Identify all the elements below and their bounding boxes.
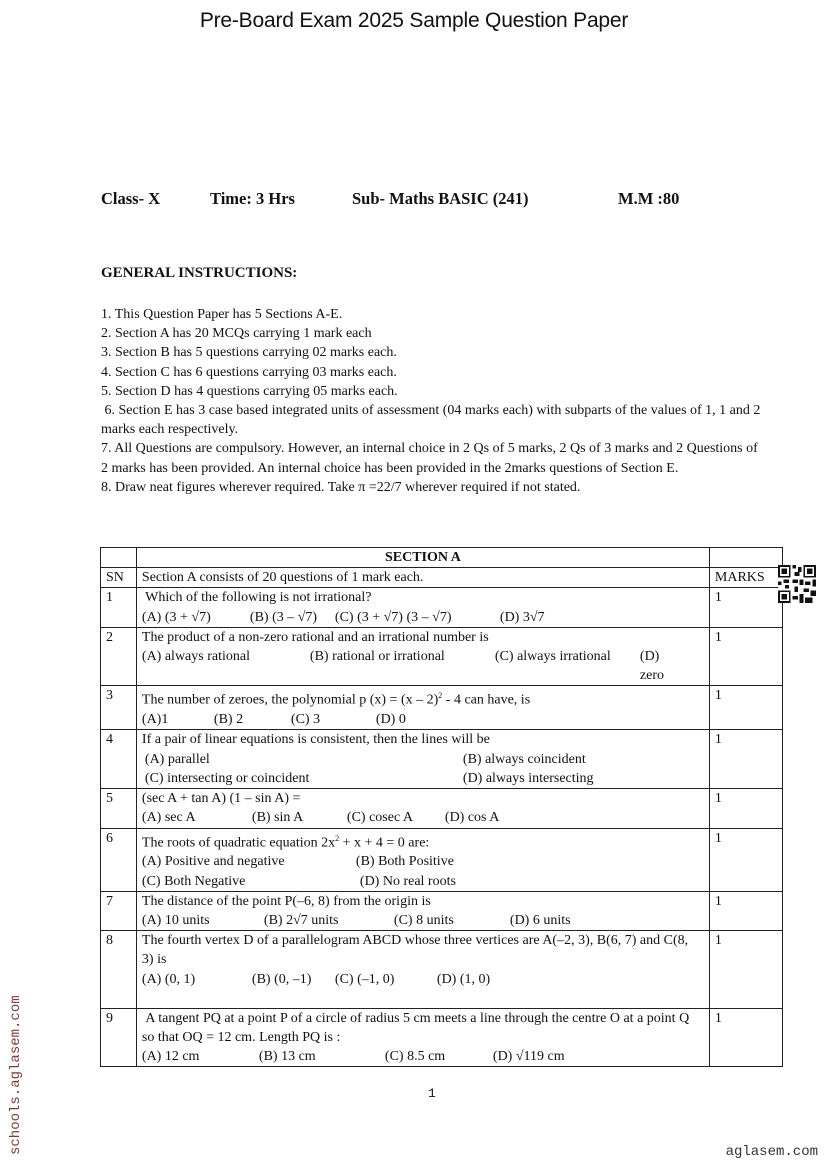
option-d: (D) No real roots <box>359 873 456 889</box>
option-d: (D) 0 <box>375 712 406 728</box>
option-b: (B) Both Positive <box>355 854 454 870</box>
option-a: (A) sec A <box>141 810 196 826</box>
question-number: 1 <box>101 588 137 627</box>
section-description: Section A consists of 20 questions of 1 mark each. <box>136 568 709 588</box>
question-number: 6 <box>101 828 137 891</box>
options <box>142 970 704 989</box>
option-b: (B) 2√7 units <box>263 912 339 928</box>
option-c: (C) intersecting or coincident <box>144 770 310 786</box>
section-header-row <box>101 548 783 568</box>
options <box>142 608 704 627</box>
options <box>142 852 704 890</box>
question-number: 2 <box>101 627 137 686</box>
options <box>142 647 704 685</box>
question-cell <box>136 1008 709 1067</box>
question-marks: 1 <box>709 789 782 828</box>
option-a: (A) always rational <box>141 649 250 665</box>
question-number: 7 <box>101 891 137 930</box>
sn-header: SN <box>101 568 137 588</box>
class-label: Class- X <box>101 189 161 208</box>
question-cell <box>136 686 709 730</box>
question-text: (sec A + tan A) (1 – sin A) = <box>141 791 301 807</box>
option-c: (C) Both Negative <box>141 873 246 889</box>
page-title: Pre-Board Exam 2025 Sample Question Paper <box>199 9 629 32</box>
question-cell <box>136 627 709 686</box>
options <box>142 911 704 930</box>
instruction-item: 8. Draw neat figures wherever required. Take π =22/7 wherever required if not stated. <box>101 479 581 495</box>
option-c: (C) 3 <box>290 712 321 728</box>
instruction-item: 4. Section C has 6 questions carrying 03 marks each. <box>101 364 397 380</box>
option-a: (A) (0, 1) <box>141 971 196 987</box>
question-number: 9 <box>101 1008 137 1067</box>
option-c: (C) (3 + √7) (3 – √7) <box>334 609 452 625</box>
question-text: The product of a non-zero rational and an irrational number is <box>141 629 489 645</box>
question-marks: 1 <box>709 828 782 891</box>
option-d: (D) (1, 0) <box>436 971 491 987</box>
question-marks: 1 <box>709 1008 782 1067</box>
question-text: The number of zeroes, the polynomial p (x) = (x – 2)$^2$ - 4 can have, is <box>141 691 531 709</box>
question-row <box>101 931 783 1009</box>
question-row <box>101 627 783 686</box>
option-c: (C) always irrational <box>494 649 611 665</box>
question-number: 8 <box>101 931 137 1009</box>
question-row <box>101 730 783 789</box>
option-c: (C) cosec A <box>346 810 413 826</box>
question-row <box>101 828 783 891</box>
option-a: (A) 10 units <box>141 912 210 928</box>
question-cell <box>136 828 709 891</box>
options <box>142 808 704 827</box>
option-a: (A)1 <box>141 712 169 728</box>
question-marks: 1 <box>709 891 782 930</box>
option-c: (C) 8.5 cm <box>384 1049 446 1065</box>
option-a: (A) 12 cm <box>141 1049 200 1065</box>
option-d: (D) zero <box>639 649 664 684</box>
subject-label: Sub- Maths BASIC (241) <box>352 189 529 208</box>
option-a: (A) parallel <box>144 751 210 767</box>
qr-code-icon <box>778 565 816 603</box>
question-cell <box>136 789 709 828</box>
options <box>142 710 704 729</box>
section-a-table <box>100 547 783 1067</box>
option-a: (A) (3 + √7) <box>141 609 211 625</box>
question-marks: 1 <box>709 730 782 789</box>
question-number: 4 <box>101 730 137 789</box>
corner-watermark: aglasem.com <box>725 1144 818 1160</box>
question-row <box>101 686 783 730</box>
question-marks: 1 <box>709 627 782 686</box>
question-marks: 1 <box>709 588 782 627</box>
section-title: SECTION A <box>136 548 709 568</box>
question-text: The fourth vertex D of a parallelogram ABCD whose three vertices are A(–2, 3), B(6, 7) and C(8, 3) is <box>141 933 689 968</box>
instruction-item: 3. Section B has 5 questions carrying 02 marks each. <box>101 345 397 361</box>
options <box>142 750 704 788</box>
question-marks: 1 <box>709 931 782 1009</box>
question-row <box>101 891 783 930</box>
question-text: If a pair of linear equations is consistent, then the lines will be <box>141 732 490 748</box>
general-instructions-list <box>101 305 766 497</box>
option-d: (D) cos A <box>444 810 500 826</box>
question-text: Which of the following is not irrational? <box>141 590 372 606</box>
instruction-item: 7. All Questions are compulsory. However, an internal choice in 2 Qs of 5 marks, 2 Qs of 3 marks and 2 Questions of 2 marks has been provided. An internal choice has been provided in the 2marks questions of Section E. <box>101 441 758 476</box>
question-text: The distance of the point P(–6, 8) from the origin is <box>141 893 431 909</box>
option-a: (A) Positive and negative <box>141 854 285 870</box>
question-number: 5 <box>101 789 137 828</box>
marks-header: MARKS <box>709 568 782 588</box>
options <box>142 1047 704 1066</box>
instruction-item: 5. Section D has 4 questions carrying 05 marks each. <box>101 383 398 399</box>
option-b: (B) sin A <box>251 810 304 826</box>
general-instructions-title: GENERAL INSTRUCTIONS: <box>101 265 298 281</box>
option-b: (B) (3 – √7) <box>249 609 318 625</box>
instruction-item: 1. This Question Paper has 5 Sections A-E. <box>101 307 343 322</box>
time-label: Time: 3 Hrs <box>210 189 295 208</box>
option-b: (B) 2 <box>213 712 244 728</box>
instruction-item: 6. Section E has 3 case based integrated units of assessment (04 marks each) with subparts of the values of 1, 1 and 2 marks each respectively. <box>101 403 764 438</box>
question-cell <box>136 931 709 1009</box>
question-row <box>101 1008 783 1067</box>
instruction-item: 2. Section A has 20 MCQs carrying 1 mark each <box>101 326 372 342</box>
question-text: The roots of quadratic equation $2x^2 + x + 4 = 0$ are: <box>141 833 430 851</box>
question-number: 3 <box>101 686 137 730</box>
option-b: (B) 13 cm <box>258 1049 316 1065</box>
question-marks: 1 <box>709 686 782 730</box>
side-watermark: schools.aglasem.com <box>8 995 24 1155</box>
option-b: (B) (0, –1) <box>251 971 312 987</box>
option-c: (C) (–1, 0) <box>334 971 395 987</box>
option-d: (D) √119 cm <box>492 1049 565 1065</box>
option-b: (B) always coincident <box>462 751 586 767</box>
question-cell <box>136 730 709 789</box>
question-row <box>101 588 783 627</box>
option-d: (D) 6 units <box>509 912 571 928</box>
option-c: (C) 8 units <box>393 912 454 928</box>
column-header-row <box>101 568 783 588</box>
question-cell <box>136 891 709 930</box>
question-row <box>101 789 783 828</box>
option-b: (B) rational or irrational <box>309 649 445 665</box>
page-number: 1 <box>428 1086 436 1101</box>
option-d: (D) always intersecting <box>462 770 594 786</box>
question-text: A tangent PQ at a point P of a circle of radius 5 cm meets a line through the centre O at a point Q so that OQ = 12 cm. Length PQ is : <box>141 1010 693 1045</box>
question-cell <box>136 588 709 627</box>
option-d: (D) 3√7 <box>499 609 545 625</box>
max-marks-label: M.M :80 <box>618 189 680 208</box>
